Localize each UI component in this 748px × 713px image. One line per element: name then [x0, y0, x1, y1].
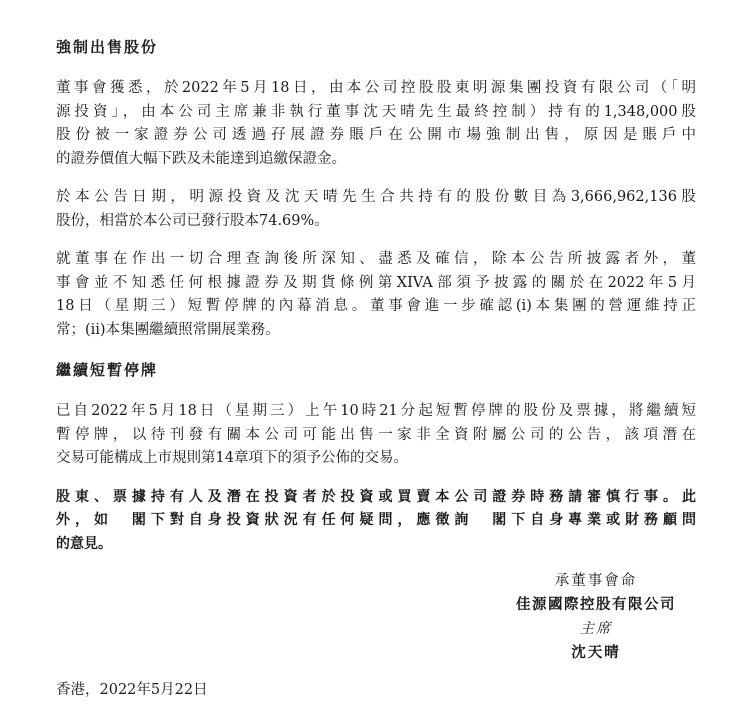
- text-line: 股東、票據持有人及潛在投資者於投資或買賣本公司證券時務請審慎行事。此: [56, 488, 696, 505]
- text-line: 已自2022年5月18日（星期三）上午10時21分起短暫停牌的股份及票據，將繼續短: [56, 403, 696, 419]
- text-line: 的意見。: [56, 535, 112, 552]
- announcement-body: [56, 34, 696, 661]
- section-heading-suspension: 繼續短暫停牌: [56, 361, 159, 379]
- text-line: 常；(ii)本集團繼續照常開展業務。: [56, 321, 280, 338]
- section-heading-forced-sale: 強制出售股份: [56, 38, 159, 56]
- signature-name: 沈天晴: [571, 645, 621, 661]
- paragraph-caution-warning: [56, 486, 696, 557]
- paragraph-forced-sale: [56, 77, 696, 171]
- text-line: 18日（星期三）短暫停牌的內幕消息。董事會進一步確認(i)本集團的營運維持正: [56, 298, 696, 314]
- place-and-date: 香港，2022年5月22日: [56, 682, 208, 698]
- signature-block: [496, 569, 696, 665]
- text-line: 股份被一家證券公司透過孖展證券賬戶在公開市場強制出售，原因是賬戶中: [56, 127, 696, 143]
- signature-by-order: 承董事會命: [554, 573, 638, 589]
- paragraph-shareholding: [56, 186, 696, 233]
- text-line: 於本公告日期，明源投資及沈天晴先生合共持有的股份數目為3,666,962,136股: [56, 189, 696, 205]
- text-line: 股份，相當於本公司已發行股本74.69%。: [56, 212, 329, 229]
- text-line: 董事會獲悉，於2022年5月18日，由本公司控股股東明源集團投資有限公司（「明: [56, 80, 696, 96]
- text-line: 暫停牌，以待刊發有關本公司可能出售一家非全資附屬公司的公告，該項潛在: [56, 426, 696, 443]
- text-line: 外，如 閣下對自身投資狀況有任何疑問，應徵詢 閣下自身專業或財務顧問: [56, 512, 696, 528]
- text-line: 交易可能構成上市規則第14章項下的須予公佈的交易。: [56, 450, 408, 466]
- text-line: 事會並不知悉任何根據證券及期貨條例第XIVA部須予披露的關於在2022年5月: [56, 274, 696, 291]
- paragraph-inside-information: [56, 248, 696, 342]
- text-line: 的證券價值大幅下跌及未能達到追繳保證金。: [56, 150, 346, 167]
- text-line: 源投資」，由本公司主席兼非執行董事沈天晴先生最終控制）持有的1,348,000股: [56, 103, 696, 120]
- signature-company: 佳源國際控股有限公司: [516, 597, 676, 613]
- paragraph-suspension: [56, 400, 696, 471]
- signature-role: 主席: [579, 621, 613, 637]
- text-line: 就董事在作出一切合理查詢後所深知、盡悉及確信，除本公告所披露者外，董: [56, 251, 696, 267]
